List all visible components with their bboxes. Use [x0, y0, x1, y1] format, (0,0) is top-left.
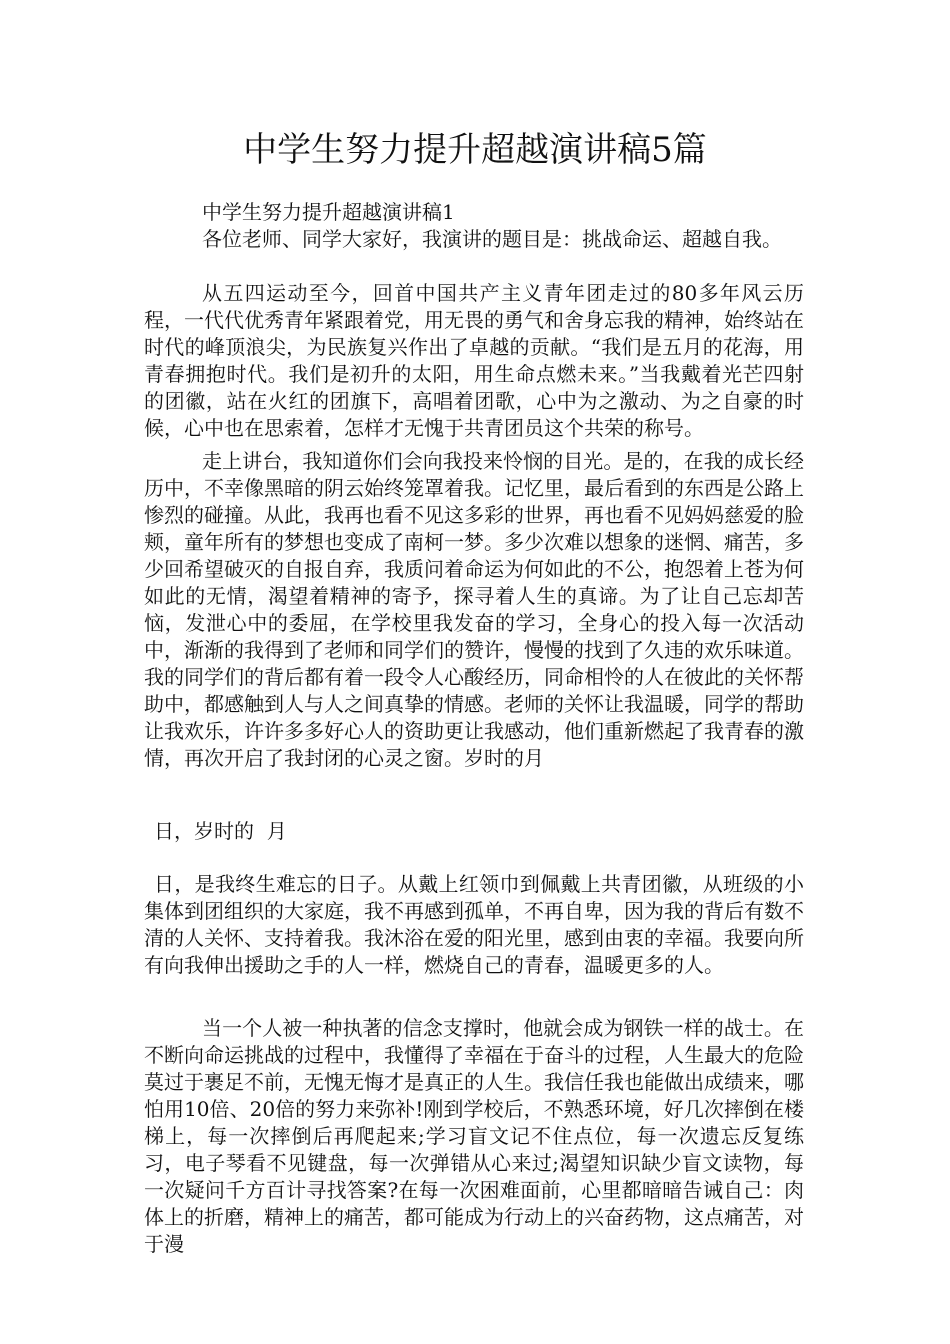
paragraph-experience: 走上讲台，我知道你们会向我投来怜悯的目光。是的，在我的成长经历中，不幸像黑暗的阴云始终笼罩着我。记忆里，最后看到的东西是公路上惨烈的碰撞。从此，我再也看不见这多彩的世界，再也看不见妈妈慈爱的脸颊，童年所有的梦想也变成了南柯一梦。多少次难以想象的迷惘、痛苦，多少回希望破灭的自报自弃，我质问着命运为何如此的不公，抱怨着上苍为何如此的无情，渴望着精神的寄予，探寻着人生的真谛。为了让自己忘却苦恼，发泄心中的委屈，在学校里我发奋的学习，全身心的投入每一次活动中，渐渐的我得到了老师和同学们的赞许，慢慢的找到了久违的欢乐味道。我的同学们的背后都有着一段令人心酸经历，同命相怜的人在彼此的关怀帮助中，都感触到人与人之间真挚的情感。老师的关怀让我温暖，同学的帮助让我欢乐，许许多多好心人的资助更让我感动，他们重新燃起了我青春的激情，再次开启了我封闭的心灵之窗。岁时的月: [144, 449, 804, 770]
paragraph-greeting: 各位老师、同学大家好，我演讲的题目是：挑战命运、超越自我。: [202, 227, 782, 251]
paragraph-history: 从五四运动至今，回首中国共产主义青年团走过的80多年风云历程，一代代优秀青年紧跟着党，用无畏的勇气和舍身忘我的精神，始终站在时代的峰顶浪尖，为民族复兴作出了卓越的贡献。“我们是五月的花海，用青春拥抱时代。我们是初升的太阳，用生命点燃未来。”当我戴着光芒四射的团徽，站在火红的团旗下，高唱着团歌，心中为之激动、为之自豪的时候，心中也在思索着，怎样才无愧于共青团员这个共荣的称号。: [144, 281, 804, 440]
document-title: 中学生努力提升超越演讲稿5篇: [243, 130, 707, 170]
paragraph-belief: 当一个人被一种执著的信念支撑时，他就会成为钢铁一样的战士。在不断向命运挑战的过程中，我懂得了幸福在于奋斗的过程，人生最大的危险莫过于裹足不前，无愧无悔才是真正的人生。我信任我也能做出成绩来，哪怕用10倍、20倍的努力来弥补!刚到学校后，不熟悉环境，好几次摔倒在楼梯上，每一次摔倒后再爬起来;学习盲文记不住点位，每一次遗忘反复练习，电子琴看不见键盘，每一次弹错从心来过;渴望知识缺少盲文读物，每一次疑问千方百计寻找答案?在每一次困难面前，心里都暗暗告诫自己：肉体上的折磨，精神上的痛苦，都可能成为行动上的兴奋药物，这点痛苦，对于漫: [144, 1016, 804, 1256]
paragraph-memorable-day: 日，是我终生难忘的日子。从戴上红领巾到佩戴上共青团徽，从班级的小集体到团组织的大家庭，我不再感到孤单，不再自卑，因为我的背后有数不清的人关怀、支持着我。我沐浴在爱的阳光里，感到由衷的幸福。我要向所有向我伸出援助之手的人一样，燃烧自己的青春，温暖更多的人。: [144, 872, 804, 977]
speech-subtitle: 中学生努力提升超越演讲稿1: [202, 200, 455, 224]
date-line: 日，岁时的 月: [154, 819, 287, 843]
